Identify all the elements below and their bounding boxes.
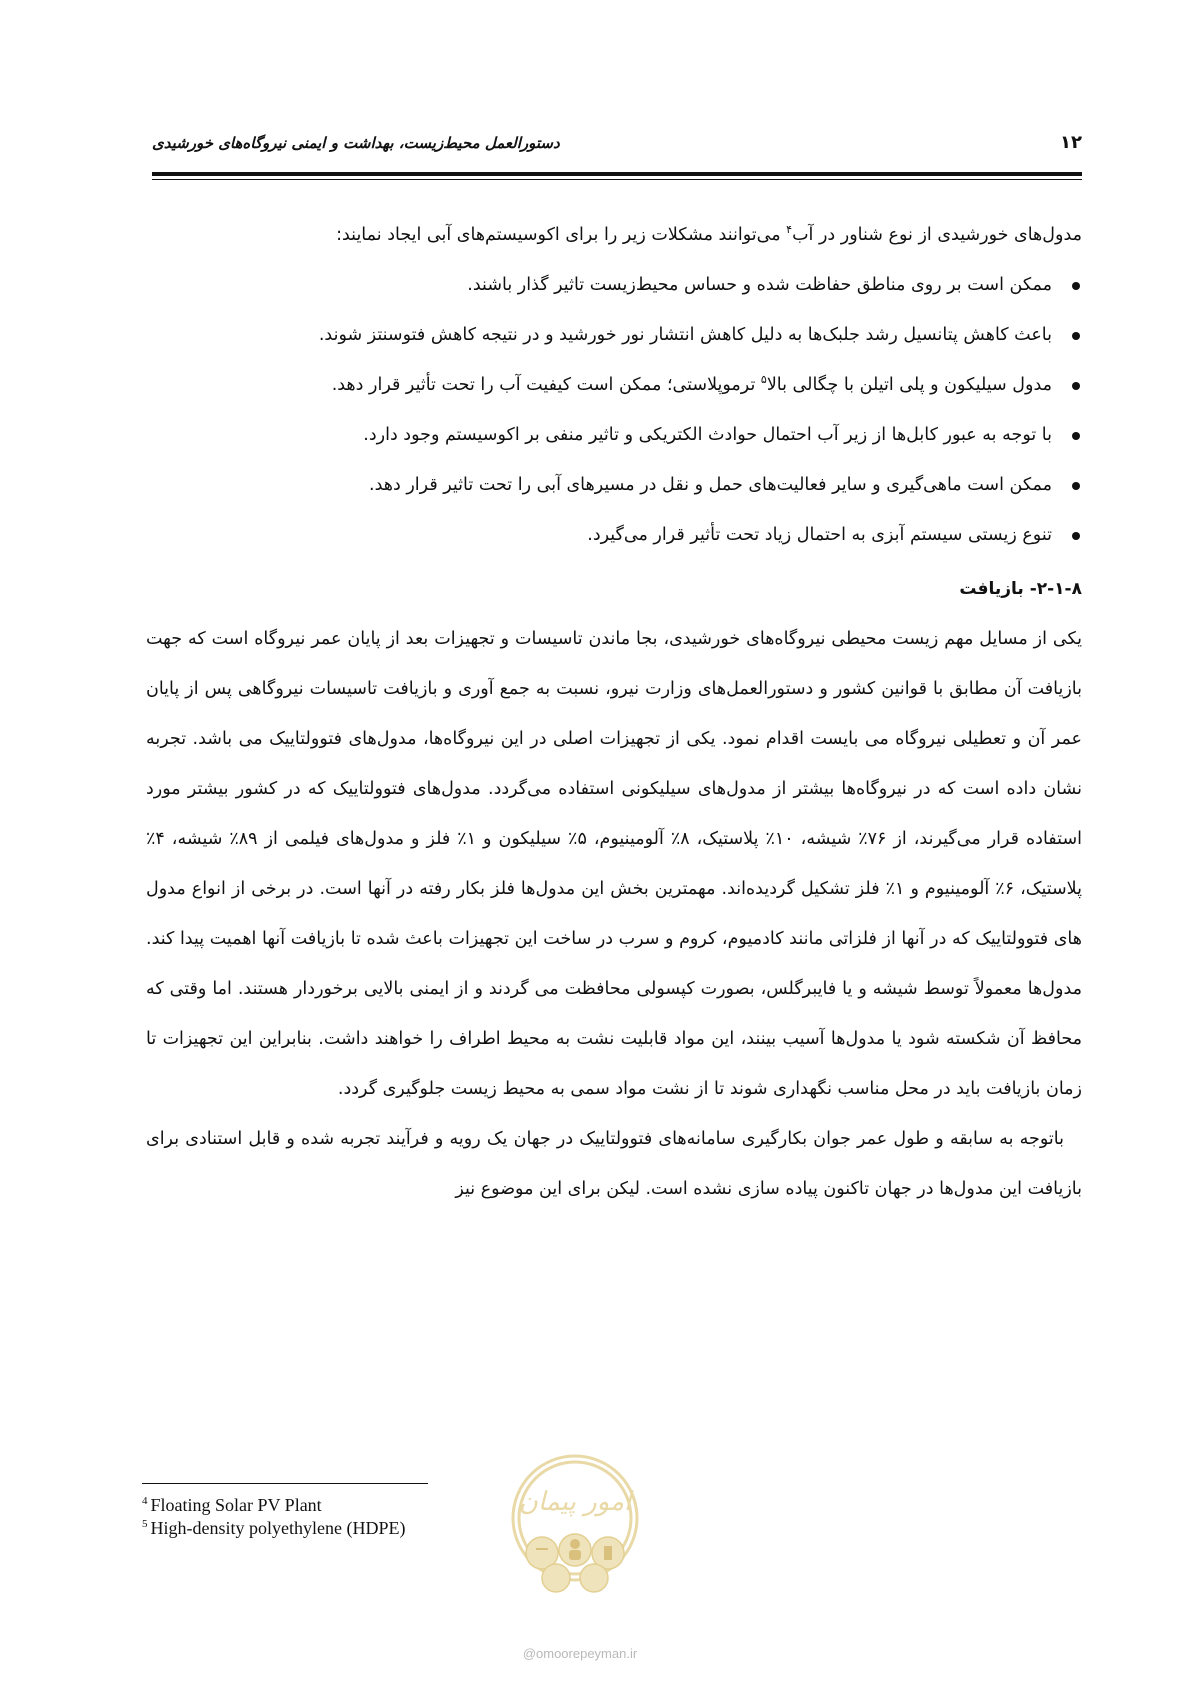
page-number: ۱۲ [1060,132,1082,153]
bullet-text: ممکن است بر روی مناطق حفاظت شده و حساس محیط‌زیست تاثیر گذار باشند. [467,275,1052,295]
intro-text-before: مدول‌های خورشیدی از نوع شناور در آب [792,225,1082,245]
bullet-text: ممکن است ماهی‌گیری و سایر فعالیت‌های حمل و نقل در مسیرهای آبی را تحت تاثیر قرار دهد. [369,475,1052,495]
bullet-icon [1072,532,1080,540]
footnote-separator [142,1483,428,1484]
bullet-item [146,510,1082,560]
intro-paragraph [146,210,1082,260]
bullet-icon [1072,282,1080,290]
footnote-number: 5 [142,1518,148,1530]
footnote-item [142,1494,405,1517]
bullet-item [146,310,1082,360]
bullet-icon [1072,432,1080,440]
footnote-item [142,1517,405,1540]
svg-text:امور پیمان: امور پیمان [518,1487,632,1517]
header-rule-thick [152,172,1082,176]
section-paragraph-1: یکی از مسایل مهم زیست محیطی نیروگاه‌های خورشیدی، بجا ماندن تاسیسات و تجهیزات بعد از پایان عمر نیروگاه است که جهت بازیافت آن مطابق با قوانین کشور و دستورالعمل‌های وزارت نیرو، نسبت به جمع آوری و بازیافت تاسیسات نیروگاهی پس از پایان عمر آن و تعطیلی نیروگاه می بایست اقدام نمود. یکی از تجهیزات اصلی در این نیروگاه‌ها، مدول‌های فتوولتاییک می باشد. تجربه نشان داده است که در نیروگاه‌ها بیشتر از مدول‌های سیلیکونی استفاده می‌گردد. مدول‌های فتوولتاییک که در کشور بیشتر مورد استفاده قرار می‌گیرند، از ۷۶٪ شیشه، ۱۰٪ پلاستیک، ۸٪ آلومینیوم، ۵٪ سیلیکون و ۱٪ فلز و مدول‌های فیلمی از ۸۹٪ شیشه، ۴٪ پلاستیک، ۶٪ آلومینیوم و ۱٪ فلز تشکیل گردیده‌اند. مهمترین بخش این مدول‌ها فلز بکار رفته در آنها است. در برخی از انواع مدول های فتوولتاییک که در آنها از فلزاتی مانند کادمیوم، کروم و سرب در ساخت این تجهیزات باعث شده تا بازیافت آنها اهمیت پیدا کند. مدول‌ها معمولاً توسط شیشه و یا فایبرگلس، بصورت کپسولی محافظت می گردند و از ایمنی بالایی برخوردار هستند. اما وقتی که محافظ آن شکسته شود یا مدول‌ها آسیب بینند، این مواد قابلیت نشت به محیط اطراف را خواهند داشت. بنابراین این تجهیزات تا زمان بازیافت باید در محل مناسب نگهداری شوند تا از نشت مواد سمی به محیط زیست جلوگیری گردد. [146,629,1082,1099]
intro-text-after: می‌توانند مشکلات زیر را برای اکوسیستم‌های آبی ایجاد نمایند: [336,225,787,245]
bullet-text: باعث کاهش پتانسیل رشد جلبک‌ها به دلیل کاهش انتشار نور خورشید و در نتیجه کاهش فتوسنتز شوند. [318,325,1052,345]
watermark-logo-icon [500,1438,650,1638]
bullet-text: با توجه به عبور کابل‌ها از زیر آب احتمال حوادث الکتریکی و تاثیر منفی بر اکوسیستم وجود دارد. [363,425,1052,445]
footnote-number: 4 [142,1495,148,1507]
page-header [152,132,1082,162]
running-title: دستورالعمل محیط‌زیست، بهداشت و ایمنی نیروگاه‌های خورشیدی [152,134,560,152]
footnotes [142,1494,405,1540]
bullet-text: ترموپلاستی؛ ممکن است کیفیت آب را تحت تأثیر قرار دهد. [331,375,761,395]
bullet-icon [1072,382,1080,390]
watermark-url: @omoorepeyman.ir [522,1646,638,1661]
bullet-item [146,460,1082,510]
header-rule-thin [152,179,1082,180]
section-paragraph-2: باتوجه به سابقه و طول عمر جوان بکارگیری سامانه‌های فتوولتاییک در جهان یک رویه و فرآیند تجربه شده و قابل استنادی برای بازیافت این مدول‌ها در جهان تاکنون پیاده سازی نشده است. لیکن برای این موضوع نیز [146,1129,1082,1199]
section-heading: ۲-۱-۸- بازیافت [959,579,1082,599]
bullet-item [146,410,1082,460]
bullet-item [146,360,1082,410]
footnote-mark-5: ۵ [760,373,767,387]
footnote-mark-4: ۴ [786,223,793,237]
bullet-icon [1072,482,1080,490]
main-content [146,210,1082,1214]
bullet-item [146,260,1082,310]
bullet-icon [1072,332,1080,340]
bullet-list [146,260,1082,560]
footnote-text: High-density polyethylene (HDPE) [150,1518,406,1538]
bullet-text: مدول سیلیکون و پلی اتیلن با چگالی بالا [766,375,1052,395]
bullet-text: تنوع زیستی سیستم آبزی به احتمال زیاد تحت تأثیر قرار می‌گیرد. [587,525,1052,545]
footnote-text: Floating Solar PV Plant [150,1495,322,1515]
